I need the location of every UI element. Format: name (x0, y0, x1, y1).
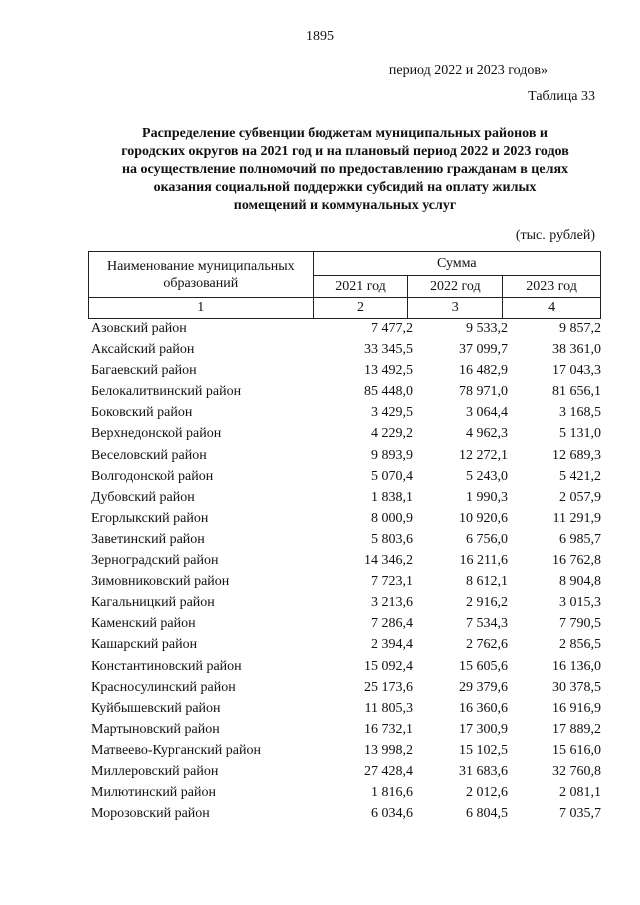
value-2023: 11 291,9 (552, 510, 601, 526)
value-2023: 6 985,7 (559, 531, 601, 547)
value-2021: 4 229,2 (371, 426, 413, 442)
district-name: Багаевский район (91, 363, 197, 379)
table-row (88, 529, 601, 550)
value-2021: 3 429,5 (371, 405, 413, 421)
value-2022: 17 300,9 (459, 721, 508, 737)
table-body (88, 318, 601, 824)
value-2023: 7 035,7 (559, 806, 601, 822)
value-2023: 12 689,3 (552, 447, 601, 463)
table-row (88, 550, 601, 571)
table-row (88, 677, 601, 698)
district-name: Матвеево-Курганский район (91, 742, 261, 758)
table-label: Таблица 33 (528, 89, 595, 104)
district-name: Миллеровский район (91, 763, 219, 779)
title-line: на осуществление полномочий по предоставлению гражданам в целях (121, 162, 569, 177)
value-2022: 2 916,2 (466, 595, 508, 611)
value-2021: 3 213,6 (371, 595, 413, 611)
table-row (88, 445, 601, 466)
table-row (88, 634, 601, 655)
value-2022: 16 360,6 (459, 700, 508, 716)
header-name-cell (89, 252, 314, 298)
value-2023: 2 081,1 (559, 785, 601, 801)
district-name: Константиновский район (91, 658, 242, 674)
district-name: Дубовский район (91, 489, 195, 505)
title-line: городских округов на 2021 год и на плановый период 2022 и 2023 годов (121, 144, 569, 159)
value-2021: 5 803,6 (371, 531, 413, 547)
value-2023: 17 043,3 (552, 363, 601, 379)
value-2021: 2 394,4 (371, 637, 413, 653)
value-2023: 5 131,0 (559, 426, 601, 442)
header-name-line: образований (163, 275, 239, 291)
table-row (88, 423, 601, 444)
value-2022: 8 612,1 (466, 574, 508, 590)
value-2021: 85 448,0 (364, 384, 413, 400)
district-name: Веселовский район (91, 447, 207, 463)
value-2023: 7 790,5 (559, 616, 601, 632)
table-row (88, 318, 601, 339)
value-2021: 9 893,9 (371, 447, 413, 463)
continuation-text: период 2022 и 2023 годов» (388, 63, 548, 78)
page-number: 1895 (306, 29, 334, 44)
value-2021: 6 034,6 (371, 806, 413, 822)
table-row (88, 571, 601, 592)
table-row (88, 656, 601, 677)
table-title (90, 125, 600, 215)
value-2022: 12 272,1 (459, 447, 508, 463)
value-2021: 25 173,6 (364, 679, 413, 695)
district-name: Милютинский район (91, 785, 217, 801)
value-2021: 16 732,1 (364, 721, 413, 737)
value-2021: 13 998,2 (364, 742, 413, 758)
value-2021: 27 428,4 (364, 763, 413, 779)
value-2022: 9 533,2 (466, 321, 508, 336)
table-row (88, 613, 601, 634)
table-row (88, 803, 601, 824)
value-2022: 16 211,6 (459, 553, 508, 569)
table-header (88, 251, 601, 319)
value-2021: 8 000,9 (371, 510, 413, 526)
district-name: Зимовниковский район (91, 574, 230, 590)
district-name: Заветинский район (91, 531, 205, 547)
value-2022: 15 605,6 (459, 658, 508, 674)
value-2021: 33 345,5 (364, 342, 413, 358)
table-row (88, 466, 601, 487)
table-row (88, 698, 601, 719)
district-name: Морозовский район (91, 806, 210, 822)
value-2023: 16 136,0 (552, 658, 601, 674)
value-2023: 30 378,5 (552, 679, 601, 695)
value-2023: 32 760,8 (552, 763, 601, 779)
value-2023: 15 616,0 (552, 742, 601, 758)
value-2022: 16 482,9 (459, 363, 508, 379)
value-2022: 2 012,6 (466, 785, 508, 801)
value-2021: 7 723,1 (371, 574, 413, 590)
value-2022: 6 804,5 (466, 806, 508, 822)
value-2023: 16 762,8 (552, 553, 601, 569)
table-row (88, 782, 601, 803)
header-year-2022: 2022 год (408, 276, 503, 298)
value-2021: 13 492,5 (364, 363, 413, 379)
value-2022: 3 064,4 (466, 405, 508, 421)
header-year-2023: 2023 год (503, 276, 601, 298)
value-2021: 7 477,2 (371, 321, 413, 336)
value-2023: 2 856,5 (559, 637, 601, 653)
header-year-2021: 2021 год (313, 276, 408, 298)
district-name: Волгодонской район (91, 468, 214, 484)
district-name: Каменский район (91, 616, 196, 632)
district-name: Мартыновский район (91, 721, 220, 737)
table-row (88, 487, 601, 508)
value-2022: 15 102,5 (459, 742, 508, 758)
table-row (88, 381, 601, 402)
title-line: оказания социальной поддержки субсидий на оплату жилых (153, 180, 537, 195)
header-col-number: 4 (503, 298, 601, 319)
district-name: Кагальницкий район (91, 595, 215, 611)
table-row (88, 402, 601, 423)
value-2021: 5 070,4 (371, 468, 413, 484)
district-name: Кашарский район (91, 637, 198, 653)
value-2021: 15 092,4 (364, 658, 413, 674)
value-2022: 31 683,6 (459, 763, 508, 779)
value-2023: 8 904,8 (559, 574, 601, 590)
title-line: Распределение субвенции бюджетам муниципальных районов и (142, 126, 548, 141)
header-col-number: 1 (89, 298, 314, 319)
district-name: Егорлыкский район (91, 510, 209, 526)
value-2022: 29 379,6 (459, 679, 508, 695)
value-2021: 7 286,4 (371, 616, 413, 632)
value-2022: 6 756,0 (466, 531, 508, 547)
value-2023: 38 361,0 (552, 342, 601, 358)
district-name: Аксайский район (91, 342, 195, 358)
header-col-number: 2 (313, 298, 408, 319)
value-2022: 37 099,7 (459, 342, 508, 358)
value-2023: 17 889,2 (552, 721, 601, 737)
district-name: Красносулинский район (91, 679, 236, 695)
header-name-line: Наименование муниципальных (106, 258, 295, 274)
header-col-number: 3 (408, 298, 503, 319)
table-row (88, 360, 601, 381)
district-name: Боковский район (91, 405, 193, 421)
table-row (88, 761, 601, 782)
table-row (88, 592, 601, 613)
district-name: Верхнедонской район (91, 426, 222, 442)
district-name: Зерноградский район (91, 553, 219, 569)
value-2021: 11 805,3 (364, 700, 413, 716)
value-2022: 2 762,6 (466, 637, 508, 653)
value-2022: 5 243,0 (466, 468, 508, 484)
value-2022: 1 990,3 (466, 489, 508, 505)
value-2023: 16 916,9 (552, 700, 601, 716)
value-2023: 9 857,2 (559, 321, 601, 336)
value-2021: 1 816,6 (371, 785, 413, 801)
value-2023: 3 168,5 (559, 405, 601, 421)
district-name: Куйбышевский район (91, 700, 221, 716)
value-2022: 10 920,6 (459, 510, 508, 526)
table-row (88, 719, 601, 740)
value-2023: 3 015,3 (559, 595, 601, 611)
value-2022: 78 971,0 (459, 384, 508, 400)
value-2022: 4 962,3 (466, 426, 508, 442)
value-2023: 2 057,9 (559, 489, 601, 505)
value-2021: 1 838,1 (371, 489, 413, 505)
value-2023: 81 656,1 (552, 384, 601, 400)
header-sum-cell: Сумма (313, 252, 600, 276)
title-line: помещений и коммунальных услуг (233, 198, 457, 213)
table-row (88, 339, 601, 360)
value-2023: 5 421,2 (559, 468, 601, 484)
units-note: (тыс. рублей) (515, 228, 595, 243)
table-row (88, 740, 601, 761)
district-name: Белокалитвинский район (91, 384, 242, 400)
table-row (88, 508, 601, 529)
value-2022: 7 534,3 (466, 616, 508, 632)
district-name: Азовский район (91, 321, 187, 336)
value-2021: 14 346,2 (364, 553, 413, 569)
